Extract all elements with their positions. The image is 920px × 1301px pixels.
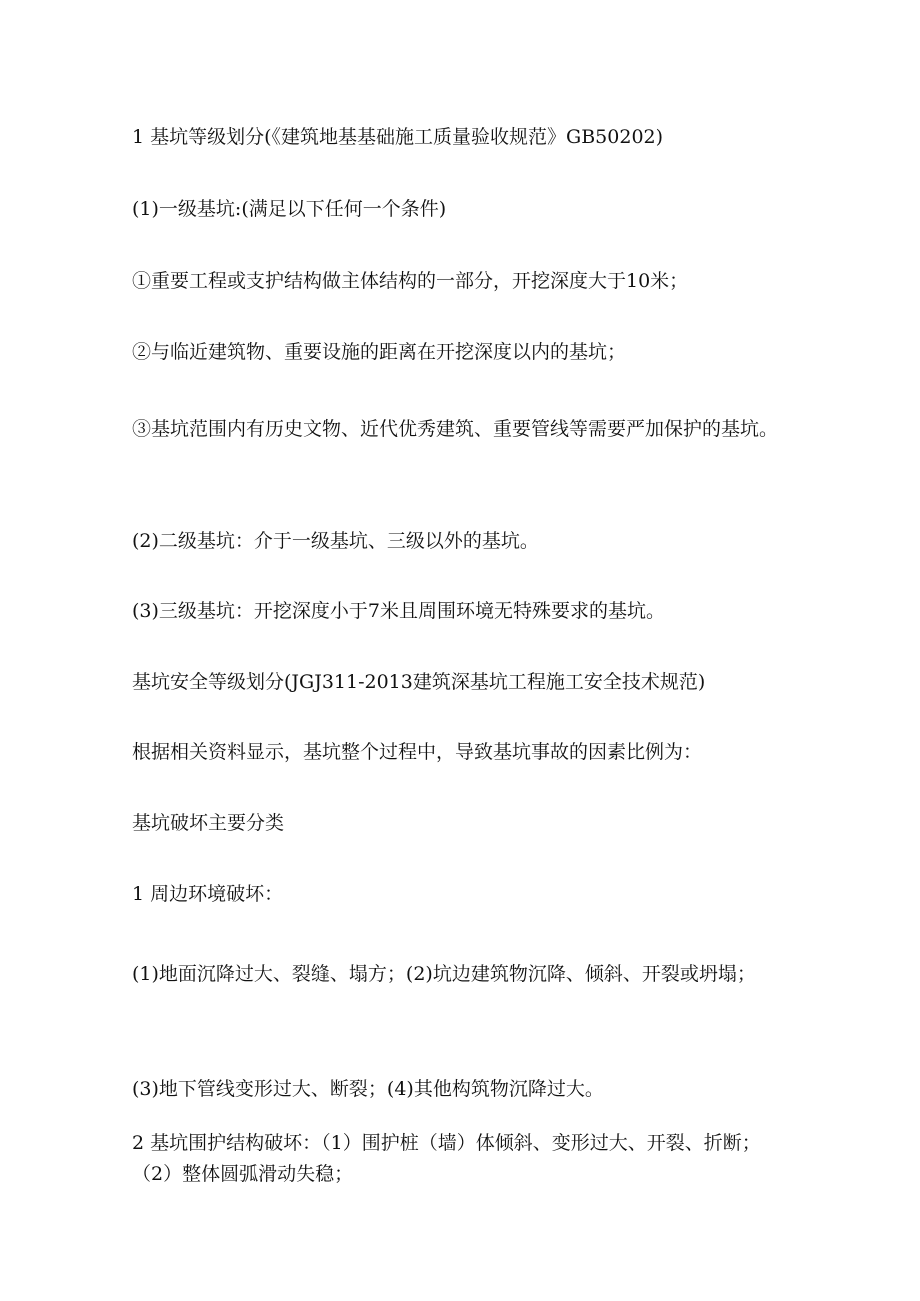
accident-factor-intro: 根据相关资料显示，基坑整个过程中，导致基坑事故的因素比例为： [132,741,703,763]
grade-one-condition-3: ③基坑范围内有历史文物、近代优秀建筑、重要管线等需要严加保护的基坑。 [132,418,779,440]
retaining-structure-failure: 2 基坑围护结构破坏：（1）围护桩（墙）体倾斜、变形过大、开裂、折断；（2）整体圆弧滑动失稳； [132,1132,761,1185]
heading-safety-grade-classification: 基坑安全等级划分(JGJ311-2013建筑深基坑工程施工安全技术规范) [132,671,706,693]
heading-failure-classification: 基坑破坏主要分类 [132,812,285,834]
grade-one-condition-2: ②与临近建筑物、重要设施的距离在开挖深度以内的基坑； [132,341,627,363]
environment-failure-items-1-2: (1)地面沉降过大、裂缝、塌方；(2)坑边建筑物沉降、倾斜、开裂或坍塌； [132,963,756,985]
surrounding-environment-failure-title: 1 周边环境破坏： [132,883,284,905]
grade-one-condition-1: ①重要工程或支护结构做主体结构的一部分，开挖深度大于10米； [132,270,689,292]
heading-pit-grade-classification: 1 基坑等级划分(《建筑地基基础施工质量验收规范》GB50202) [132,126,664,148]
environment-failure-items-3-4: (3)地下管线变形过大、断裂；(4)其他构筑物沉降过大。 [132,1078,604,1100]
grade-three-pit: (3)三级基坑：开挖深度小于7米且周围环境无特殊要求的基坑。 [132,600,666,622]
grade-one-pit-title: (1)一级基坑:(满足以下任何一个条件) [132,198,447,220]
grade-two-pit: (2)二级基坑：介于一级基坑、三级以外的基坑。 [132,530,539,552]
